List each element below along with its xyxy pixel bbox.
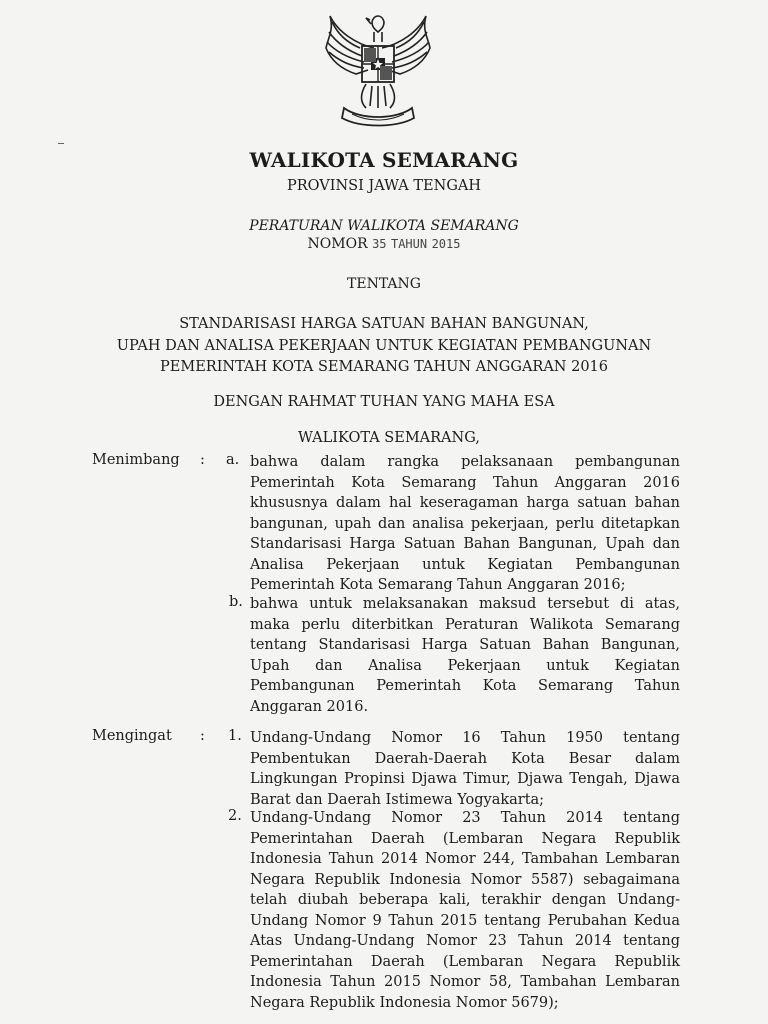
mengingat-label: Mengingat [92,728,172,744]
walikota-heading: WALIKOTA SEMARANG, [298,430,480,446]
menimbang-colon: : [200,452,205,468]
subject-line: PEMERINTAH KOTA SEMARANG TAHUN ANGGARAN 2016 [160,359,608,375]
nomor-label: NOMOR [307,236,368,252]
mengingat-colon: : [200,728,205,744]
regulation-number [0,236,768,252]
text-line: Lingkungan Propinsi Djawa Timur, Djawa Tengah, Djawa [250,771,680,787]
mengingat-item-2 [250,808,680,1013]
tahun-value: 2015 [431,237,461,251]
margin-mark [58,143,64,144]
tahun-label: TAHUN [390,237,428,251]
text-line: telah diubah beberapa kali, terakhir dengan Undang- [250,892,680,908]
text-line: Pemerintahan Daerah (Lembaran Negara Republik [250,830,680,847]
nomor-value: 35 [372,237,387,251]
text-line: Analisa Pekerjaan untuk Kegiatan Pembangunan [250,556,680,573]
menimbang-item-a [250,452,680,596]
text-line: Undang-Undang Nomor 23 Tahun 2014 tentang [250,810,680,826]
regulation-heading: PERATURAN WALIKOTA SEMARANG [249,218,519,234]
text-line: Indonesia Tahun 2014 Nomor 244, Tambahan Lembaran [250,851,680,867]
text-line: Indonesia Tahun 2015 Nomor 58, Tambahan Lembaran [250,974,680,990]
subject-line: STANDARISASI HARGA SATUAN BAHAN BANGUNAN, [179,316,589,332]
text-line: Anggaran 2016. [250,698,369,715]
item-marker: 2. [228,808,242,824]
item-marker: b. [229,594,243,610]
text-line: bangunan, upah dan analisa pekerjaan, perlu ditetapkan [250,515,680,532]
text-line: Undang-Undang Nomor 16 Tahun 1950 tentang [250,730,680,746]
text-line: khususnya dalam hal keseragaman harga satuan bahan [250,495,680,511]
menimbang-label: Menimbang [92,452,180,468]
text-line: Pembentukan Daerah-Daerah Kota Besar dalam [250,750,680,767]
text-line: maka perlu diterbitkan Peraturan Walikota Semarang [250,616,680,633]
regulation-subject [0,314,768,379]
text-line: Upah dan Analisa Pekerjaan untuk Kegiatan [250,657,680,674]
text-line: Pemerintahan Daerah (Lembaran Negara Republik [250,953,680,970]
text-line: bahwa untuk melaksanakan maksud tersebut di atas, [250,596,680,612]
tentang-heading: TENTANG [347,276,421,292]
page-title: WALIKOTA SEMARANG [249,148,519,172]
text-line: Pembangunan Pemerintah Kota Semarang Tahun [250,678,680,694]
menimbang-item-b [250,594,680,717]
province-subtitle: PROVINSI JAWA TENGAH [286,178,482,194]
item-marker: 1. [228,728,242,744]
text-line: Standarisasi Harga Satuan Bahan Bangunan, Upah dan [250,536,680,552]
text-line: Negara Republik Indonesia Nomor 5679); [250,994,559,1011]
text-line: Barat dan Daerah Istimewa Yogyakarta; [250,791,545,808]
garuda-emblem-icon [316,8,440,130]
subject-line: UPAH DAN ANALISA PEKERJAAN UNTUK KEGIATAN PEMBANGUNAN [116,337,652,354]
text-line: bahwa dalam rangka pelaksanaan pembangunan [250,454,680,470]
item-marker: a. [226,452,240,468]
mengingat-item-1 [250,728,680,810]
text-line: Negara Republik Indonesia Nomor 5587) sebagaimana [250,871,680,888]
text-line: Undang Nomor 9 Tahun 2015 tentang Perubahan Kedua [250,912,680,929]
rahmat-heading: DENGAN RAHMAT TUHAN YANG MAHA ESA [213,394,555,410]
text-line: Atas Undang-Undang Nomor 23 Tahun 2014 tentang [250,933,680,949]
text-line: tentang Standarisasi Harga Satuan Bahan Bangunan, [250,637,680,653]
text-line: Pemerintah Kota Semarang Tahun Anggaran 2016 [250,474,680,491]
text-line: Pemerintah Kota Semarang Tahun Anggaran 2016; [250,577,626,593]
